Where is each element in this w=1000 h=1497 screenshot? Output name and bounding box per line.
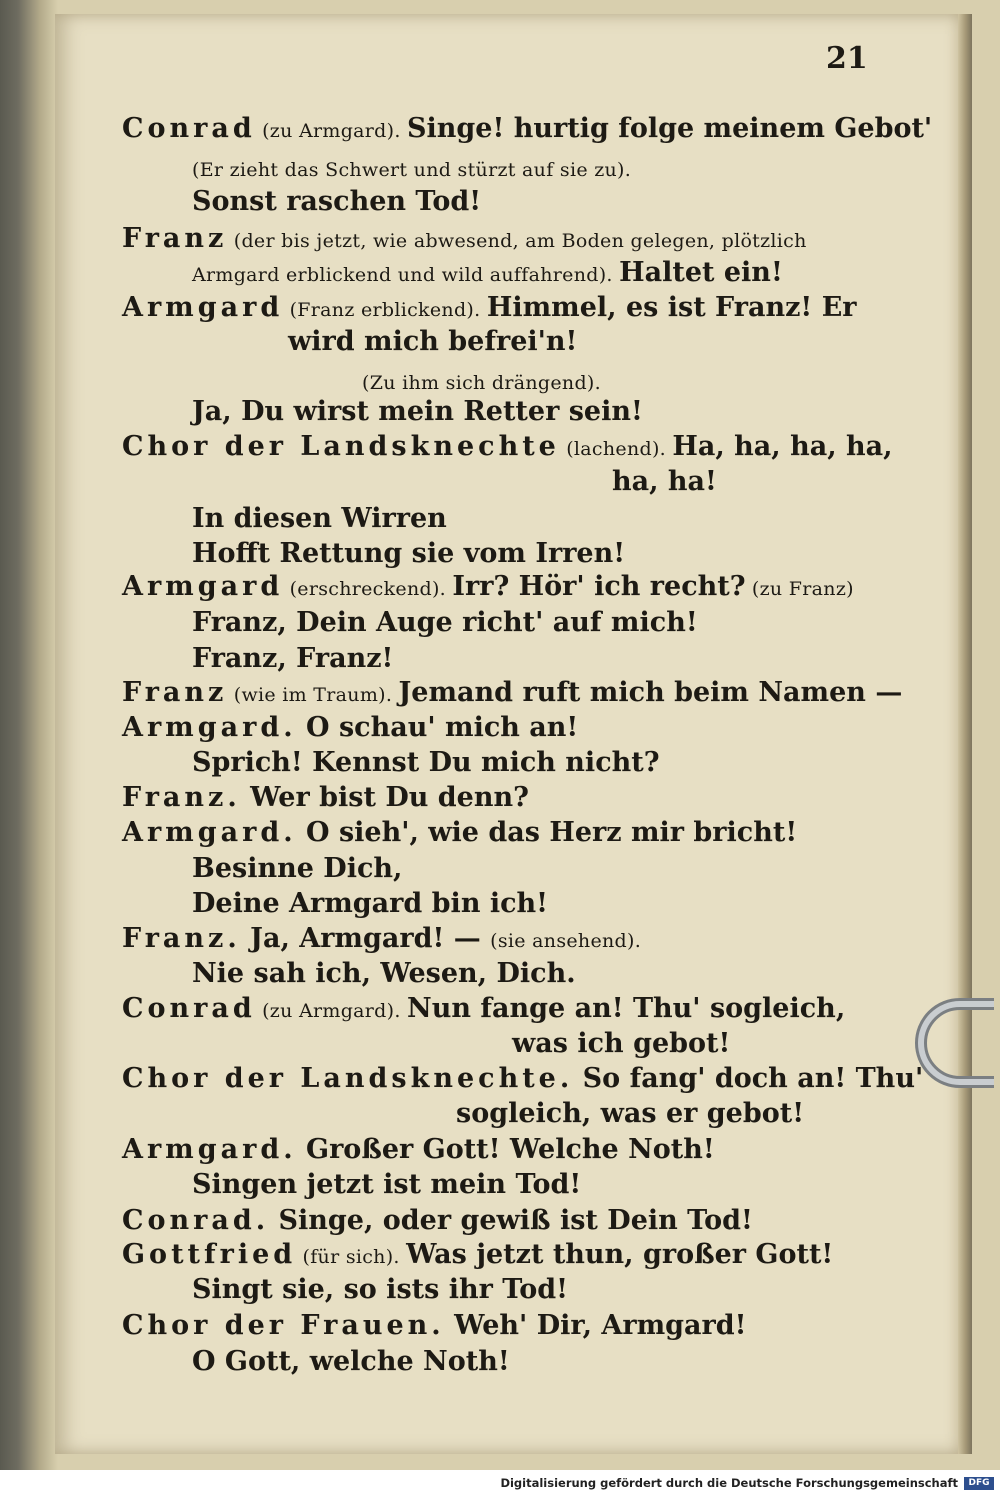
dialogue-text: Singe! hurtig folge meinem Gebot' bbox=[407, 113, 933, 144]
dialogue-text: Großer Gott! Welche Noth! bbox=[296, 1134, 715, 1165]
dialogue-text: Nie sah ich, Wesen, Dich. bbox=[192, 958, 576, 989]
stage-direction: (für sich). bbox=[296, 1246, 407, 1268]
speaker-name: Gottfried bbox=[122, 1239, 297, 1270]
line-23 bbox=[192, 887, 548, 921]
line-32 bbox=[122, 1204, 753, 1238]
stage-direction: (sie ansehend). bbox=[490, 930, 642, 952]
speaker-name: Armgard. bbox=[122, 817, 297, 848]
speaker-name: Franz bbox=[122, 223, 228, 254]
dialogue-text: Sonst raschen Tod! bbox=[192, 186, 482, 217]
dialogue-text: O Gott, welche Noth! bbox=[192, 1346, 510, 1377]
stage-direction: (zu Armgard). bbox=[255, 120, 408, 142]
speaker-name: Chor der Landsknechte bbox=[122, 431, 560, 462]
line-34 bbox=[192, 1273, 568, 1307]
dialogue-text: Singe, oder gewiß ist Dein Tod! bbox=[269, 1205, 753, 1236]
line-3 bbox=[192, 185, 481, 219]
line-20 bbox=[122, 781, 529, 815]
line-29 bbox=[456, 1097, 804, 1131]
footer-credit: Digitalisierung gefördert durch die Deutsche Forschungsgemeinschaft bbox=[500, 1476, 958, 1490]
dialogue-text: O schau' mich an! bbox=[296, 712, 579, 743]
dialogue-text: So fang' doch an! Thu' bbox=[573, 1063, 924, 1094]
line-36 bbox=[192, 1345, 510, 1379]
stage-direction: Armgard erblickend und wild auffahrend). bbox=[192, 264, 620, 286]
dialogue-text: Haltet ein! bbox=[619, 257, 783, 288]
speaker-name: Armgard. bbox=[122, 1134, 297, 1165]
line-30 bbox=[122, 1133, 715, 1167]
line-27 bbox=[512, 1027, 730, 1061]
dialogue-text: Irr? Hör' ich recht? bbox=[452, 571, 746, 602]
stage-direction: (zu Armgard). bbox=[255, 1000, 408, 1022]
dialogue-text: Franz, Dein Auge richt' auf mich! bbox=[192, 607, 698, 638]
line-28 bbox=[122, 1062, 923, 1096]
dialogue-text: Jemand ruft mich beim Namen — bbox=[398, 677, 903, 708]
line-16 bbox=[192, 642, 393, 676]
stage-direction: (wie im Traum). bbox=[227, 684, 399, 706]
line-15 bbox=[192, 606, 698, 640]
line-1 bbox=[122, 112, 932, 148]
dialogue-text: Weh' Dir, Armgard! bbox=[444, 1310, 747, 1341]
speaker-name: Chor der Landsknechte. bbox=[122, 1063, 574, 1094]
dialogue-text: wird mich befrei'n! bbox=[288, 326, 578, 357]
line-26 bbox=[122, 992, 845, 1028]
speaker-name: Chor der Frauen. bbox=[122, 1310, 445, 1341]
speaker-name: Armgard. bbox=[122, 712, 297, 743]
dialogue-text: Franz, Franz! bbox=[192, 643, 394, 674]
line-9 bbox=[192, 395, 643, 429]
stage-direction: (lachend). bbox=[559, 438, 673, 460]
stage-direction: (der bis jetzt, wie abwesend, am Boden gelegen, plötzlich bbox=[227, 230, 807, 252]
line-31 bbox=[192, 1168, 581, 1202]
line-22 bbox=[192, 852, 402, 886]
line-7 bbox=[288, 325, 577, 359]
dialogue-text: Ja, Du wirst mein Retter sein! bbox=[192, 396, 643, 427]
line-12 bbox=[192, 502, 447, 536]
line-19 bbox=[192, 746, 660, 780]
line-10 bbox=[122, 430, 893, 466]
dialogue-text: Hofft Rettung sie vom Irren! bbox=[192, 538, 626, 569]
dfg-logo: DFG bbox=[964, 1477, 994, 1490]
dialogue-text: Wer bist Du denn? bbox=[240, 782, 529, 813]
line-21 bbox=[122, 816, 797, 850]
line-6 bbox=[122, 291, 857, 327]
stage-direction: (Franz erblickend). bbox=[283, 299, 487, 321]
dialogue-text: Ja, Armgard! — bbox=[240, 923, 491, 954]
speaker-name: Conrad bbox=[122, 993, 256, 1024]
line-4 bbox=[122, 222, 807, 258]
dialogue-text: ha, ha! bbox=[612, 466, 717, 497]
speaker-name: Armgard bbox=[122, 292, 284, 323]
dialogue-text: Sprich! Kennst Du mich nicht? bbox=[192, 747, 660, 778]
stage-direction: (Zu ihm sich drängend). bbox=[362, 372, 601, 394]
dialogue-text: Himmel, es ist Franz! Er bbox=[486, 292, 857, 323]
line-24 bbox=[122, 922, 641, 958]
speaker-name: Franz. bbox=[122, 782, 241, 813]
line-18 bbox=[122, 711, 578, 745]
page-number: 21 bbox=[826, 41, 868, 76]
dialogue-text: Was jetzt thun, großer Gott! bbox=[406, 1239, 834, 1270]
dialogue-text: Nun fange an! Thu' sogleich, bbox=[407, 993, 846, 1024]
line-25 bbox=[192, 957, 576, 991]
speaker-name: Armgard bbox=[122, 571, 284, 602]
line-13 bbox=[192, 537, 625, 571]
line-2 bbox=[192, 151, 631, 187]
speaker-name: Franz. bbox=[122, 923, 241, 954]
dialogue-text: O sieh', wie das Herz mir bricht! bbox=[296, 817, 798, 848]
stage-direction: (Er zieht das Schwert und stürzt auf sie zu). bbox=[192, 159, 632, 181]
page-edge bbox=[958, 14, 972, 1454]
dialogue-text: Deine Armgard bin ich! bbox=[192, 888, 549, 919]
line-5 bbox=[192, 256, 783, 292]
speaker-name: Conrad bbox=[122, 113, 256, 144]
line-14 bbox=[122, 570, 854, 606]
line-11 bbox=[612, 465, 717, 499]
stage-direction: (zu Franz) bbox=[745, 578, 854, 600]
line-33 bbox=[122, 1238, 833, 1274]
speaker-name: Franz bbox=[122, 677, 228, 708]
dialogue-text: Singt sie, so ists ihr Tod! bbox=[192, 1274, 568, 1305]
dialogue-text: Singen jetzt ist mein Tod! bbox=[192, 1169, 582, 1200]
footer-bar bbox=[0, 1470, 1000, 1497]
dialogue-text: In diesen Wirren bbox=[192, 503, 447, 534]
dialogue-text: sogleich, was er gebot! bbox=[456, 1098, 805, 1129]
paper-clip-icon bbox=[914, 996, 994, 1090]
line-17 bbox=[122, 676, 902, 712]
dialogue-text: Besinne Dich, bbox=[192, 853, 403, 884]
stage-direction: (erschreckend). bbox=[283, 578, 453, 600]
dialogue-text: was ich gebot! bbox=[512, 1028, 731, 1059]
dialogue-text: Ha, ha, ha, ha, bbox=[672, 431, 893, 462]
line-35 bbox=[122, 1309, 747, 1343]
speaker-name: Conrad. bbox=[122, 1205, 270, 1236]
